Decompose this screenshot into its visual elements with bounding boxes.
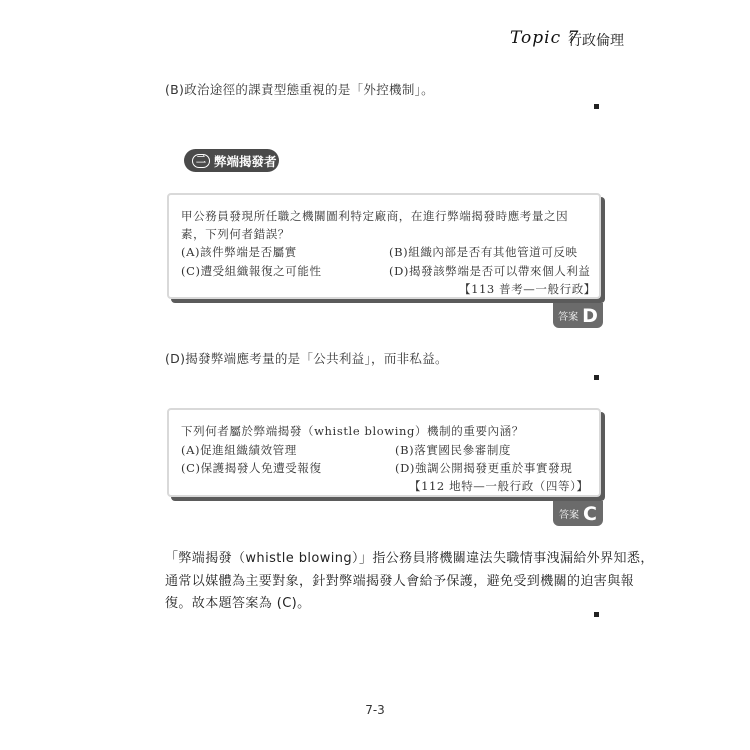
question1-source: 【113 普考—一般行政】 <box>459 282 596 296</box>
question2-stem-line1: 下列何者屬於弊端揭發（whistle blowing）機制的重要內涵？ <box>181 424 524 438</box>
question-box-1 <box>167 193 601 299</box>
intro-explanation: (B)政治途徑的課責型態重視的是「外控機制」。 <box>165 82 434 97</box>
question2-source: 【112 地特—一般行政（四等）】 <box>409 479 589 493</box>
explanation-2-line1: 「弊端揭發（whistle blowing）」指公務員將機關違法失職情事洩漏給外界知悉， <box>165 551 654 566</box>
explanation-2-line3: 復。故本題答案為 (C)。 <box>165 596 311 611</box>
answer-label: 答案 <box>558 312 579 323</box>
topic-label: Topic 7 <box>510 28 580 48</box>
question1-option-b: (B)組織內部是否有其他管道可反映 <box>389 245 578 259</box>
question1-stem-line1: 甲公務員發現所任職之機關圖利特定廠商，在進行弊端揭發時應考量之因 <box>181 209 569 223</box>
answer-letter: D <box>582 304 598 327</box>
question1-option-d: (D)揭發該弊端是否可以帶來個人利益 <box>389 264 591 278</box>
explanation-1: (D)揭發弊端應考量的是「公共利益」，而非私益。 <box>165 351 448 366</box>
page-number: 7-3 <box>365 703 385 717</box>
question2-option-d: (D)強調公開揭發更重於事實發現 <box>395 461 573 475</box>
end-mark-bullet <box>594 375 599 380</box>
section-title: 弊端揭發者 <box>214 153 277 169</box>
question1-option-a: (A)該件弊端是否屬實 <box>181 245 297 259</box>
chapter-title: 行政倫理 <box>568 33 624 49</box>
end-mark-bullet <box>594 104 599 109</box>
question1-option-c: (C)遭受組織報復之可能性 <box>181 264 322 278</box>
answer-tab-1 <box>553 303 603 328</box>
question-box-2 <box>167 408 601 497</box>
answer-letter: C <box>583 502 597 525</box>
end-mark-bullet <box>594 612 599 617</box>
explanation-2-line2: 通常以媒體為主要對象，針對弊端揭發人會給予保護，避免受到機關的迫害與報 <box>165 574 635 589</box>
question2-option-c: (C)保護揭發人免遭受報復 <box>181 461 322 475</box>
answer-label: 答案 <box>559 510 580 521</box>
question2-option-b: (B)落實國民參審制度 <box>395 443 512 457</box>
section-heading <box>184 149 279 172</box>
question2-option-a: (A)促進組織績效管理 <box>181 443 297 457</box>
question1-stem-line2: 素，下列何者錯誤？ <box>181 227 290 241</box>
section-number: 二 <box>192 154 210 168</box>
answer-tab-2 <box>553 501 603 526</box>
